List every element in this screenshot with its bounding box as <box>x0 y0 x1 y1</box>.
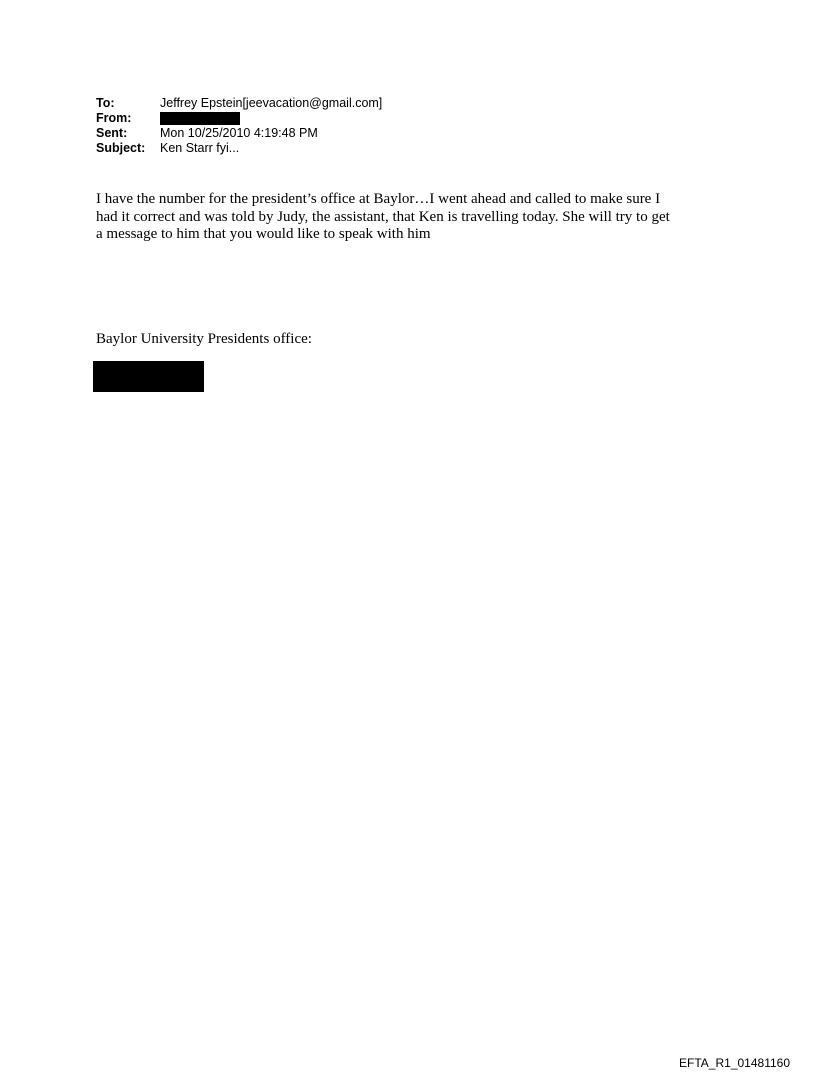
subject-value: Ken Starr fyi... <box>160 141 240 155</box>
phone-redaction-block <box>93 361 204 392</box>
email-body <box>96 191 736 244</box>
sent-value: Mon 10/25/2010 4:19:48 PM <box>160 126 318 140</box>
subject-label: Subject: <box>96 141 146 155</box>
sent-label: Sent: <box>96 126 128 140</box>
from-redaction-block <box>160 112 240 125</box>
email-header <box>96 96 382 156</box>
to-row <box>96 96 382 111</box>
office-label: Baylor University Presidents office: <box>96 331 312 347</box>
to-label: To: <box>96 96 115 110</box>
from-label: From: <box>96 111 132 125</box>
body-line: had it correct and was told by Judy, the assistant, that Ken is travelling today. She will try to get <box>96 208 670 225</box>
subject-row <box>96 141 382 156</box>
body-line: a message to him that you would like to speak with him <box>96 226 431 242</box>
document-id: EFTA_R1_01481160 <box>679 1056 790 1070</box>
sent-row <box>96 126 382 141</box>
to-value: Jeffrey Epstein[jeevacation@gmail.com] <box>160 96 383 110</box>
from-row <box>96 111 382 126</box>
body-line: I have the number for the president’s office at Baylor…I went ahead and called to make sure I <box>96 191 661 207</box>
